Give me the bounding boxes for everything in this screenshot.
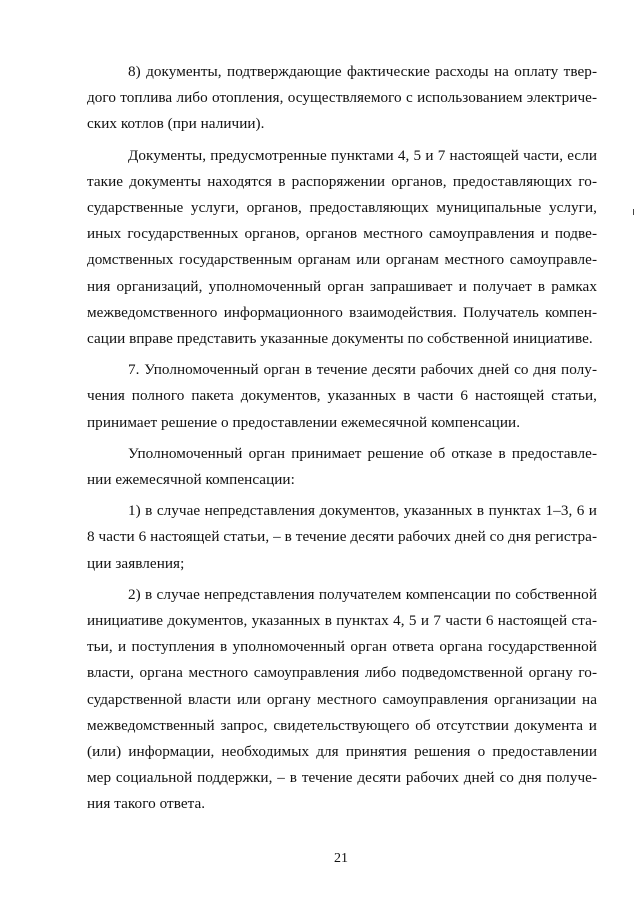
page-number: 21 xyxy=(334,851,348,866)
paragraph-refusal-case-2: 2) в случае непредставления получателем компенсации по собственной инициативе документов, указанных в пунктах 4, 5 и 7 части 6 настоящей статьи, и поступления в уполномоченный орган ответа органа государственной власти, органа местного самоуправления либо подведомственной органу государственной власти или органу местного самоуправления организации на межведомственный запрос, свидетельствующего об отсутствии документа и (или) информации, необходимых для принятия решения о предоставлении мер социальной поддержки, – в течение десяти рабочих дней со дня получения такого ответа. xyxy=(87,585,597,813)
paragraph-refusal-case-1: 1) в случае непредставления документов, указанных в пунктах 1–3, 6 и 8 части 6 настоящей статьи, – в течение десяти рабочих дней со дня регистрации заявления; xyxy=(87,502,597,572)
paragraph-refusal-intro: Уполномоченный орган принимает решение об отказе в предоставлении ежемесячной компенсации: xyxy=(87,444,597,489)
paragraph-item-8-continuation: 8) документы, подтверждающие фактические расходы на оплату твердого топлива либо отопления, осуществляемого с использованием электрических котлов (при наличии). xyxy=(87,63,597,133)
scan-edge-mark xyxy=(633,209,634,215)
paragraph-documents-request: Документы, предусмотренные пунктами 4, 5 и 7 настоящей части, если такие документы находятся в распоряжении органов, предоставляющих государственные услуги, органов, предоставляющих муниципальные услуги, иных государственных органов, органов местного самоуправления и подведомственных государственным органам или органам местного самоуправления организаций, уполномоченный орган запрашивает и получает в рамках межведомственного информационного взаимодействия. Получатель компенсации вправе представить указанные документы по собственной инициативе. xyxy=(87,146,597,348)
document-body xyxy=(87,59,597,823)
paragraph-part-7: 7. Уполномоченный орган в течение десяти рабочих дней со дня получения полного пакета документов, указанных в части 6 настоящей статьи, принимает решение о предоставлении ежемесячной компенсации. xyxy=(87,361,597,431)
